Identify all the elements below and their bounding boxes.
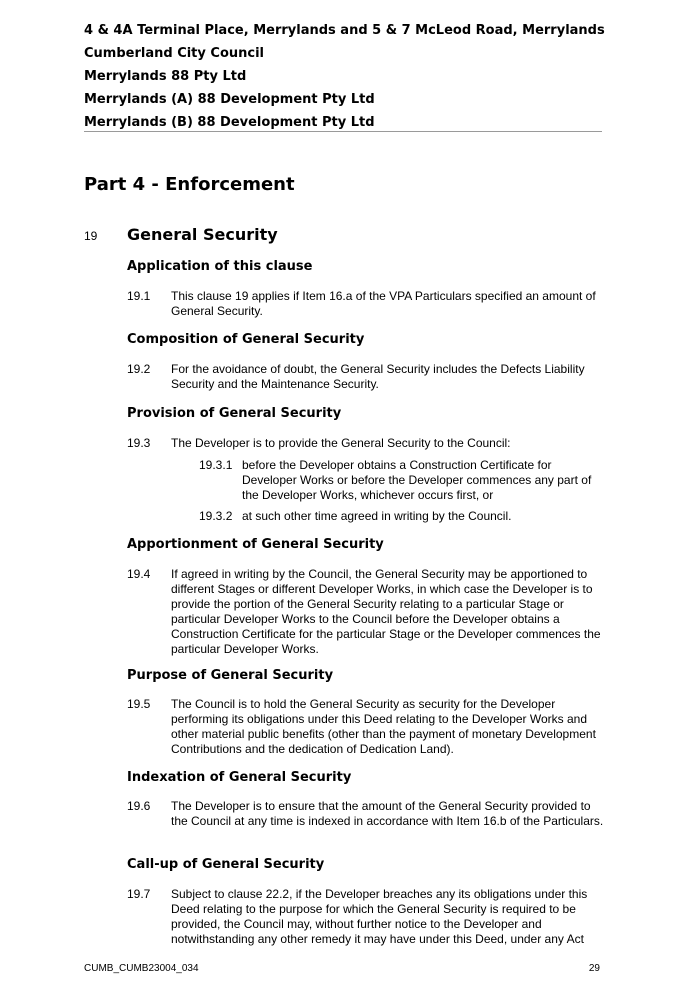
- subparagraph-text: at such other time agreed in writing by the Council.: [242, 509, 512, 523]
- subparagraph-text: before the Developer obtains a Construction Certificate for Developer Works or before the Developer commences any part of the Developer Works, whichever occurs first, or: [242, 458, 592, 502]
- paragraph-number: 19.3: [127, 436, 151, 450]
- clause-title: General Security: [127, 225, 278, 244]
- section-heading-indexation: Indexation of General Security: [127, 770, 352, 785]
- paragraph-text: Subject to clause 22.2, if the Developer breaches any its obligations under this Deed relating to the purpose for which the General Security is required to be provided, the Council may, without further notice to the Developer and notwithstanding any other remedy it may have under this Deed, under any Act: [171, 887, 588, 946]
- paragraph-text: The Council is to hold the General Security as security for the Developer performing its obligations under this Deed relating to the Developer Works and other material public benefits (other than the payment of monetary Development Contributions and the dedication of Dedication Land).: [171, 697, 596, 756]
- paragraph-text: The Developer is to provide the General Security to the Council:: [171, 436, 511, 450]
- paragraph-number: 19.4: [127, 567, 151, 581]
- clause-number: 19: [84, 229, 98, 243]
- part-title: Part 4 - Enforcement: [84, 174, 295, 195]
- header-divider: [84, 131, 602, 132]
- footer-page-number: 29: [588, 963, 600, 974]
- paragraph-number: 19.5: [127, 697, 151, 711]
- paragraph-number: 19.7: [127, 887, 151, 901]
- paragraph-text: If agreed in writing by the Council, the General Security may be apportioned to different Stages or different Developer Works, in which case the Developer is to provide the portion of the General Security relating to a particular Stage or particular Developer Works to the Council before the Developer obtains a Construction Certificate for the particular Stage or the Developer commences the particular Developer Works.: [171, 567, 601, 656]
- document-header: [84, 23, 605, 131]
- section-heading-application: Application of this clause: [127, 259, 313, 274]
- header-council: Cumberland City Council: [84, 46, 265, 61]
- header-party-3: Merrylands (B) 88 Development Pty Ltd: [84, 115, 375, 130]
- section-heading-apportionment: Apportionment of General Security: [127, 537, 384, 552]
- header-site-address: 4 & 4A Terminal Place, Merrylands and 5 & 7 McLeod Road, Merrylands: [84, 23, 605, 38]
- paragraph-text: For the avoidance of doubt, the General Security includes the Defects Liability Security and the Maintenance Security.: [171, 362, 585, 391]
- subparagraph-number: 19.3.1: [199, 458, 233, 472]
- section-heading-call-up: Call-up of General Security: [127, 857, 325, 872]
- subparagraph-number: 19.3.2: [199, 509, 233, 523]
- footer-doc-ref: CUMB_CUMB23004_034: [84, 963, 199, 974]
- header-party-2: Merrylands (A) 88 Development Pty Ltd: [84, 92, 375, 107]
- paragraph-text: The Developer is to ensure that the amount of the General Security provided to the Council at any time is indexed in accordance with Item 16.b of the Particulars.: [171, 799, 604, 828]
- section-heading-provision: Provision of General Security: [127, 406, 342, 421]
- section-heading-purpose: Purpose of General Security: [127, 668, 334, 683]
- paragraph-number: 19.6: [127, 799, 151, 813]
- section-heading-composition: Composition of General Security: [127, 332, 365, 347]
- paragraph-text: This clause 19 applies if Item 16.a of the VPA Particulars specified an amount of General Security.: [171, 289, 596, 318]
- paragraph-number: 19.1: [127, 289, 151, 303]
- header-party-1: Merrylands 88 Pty Ltd: [84, 69, 247, 84]
- paragraph-number: 19.2: [127, 362, 151, 376]
